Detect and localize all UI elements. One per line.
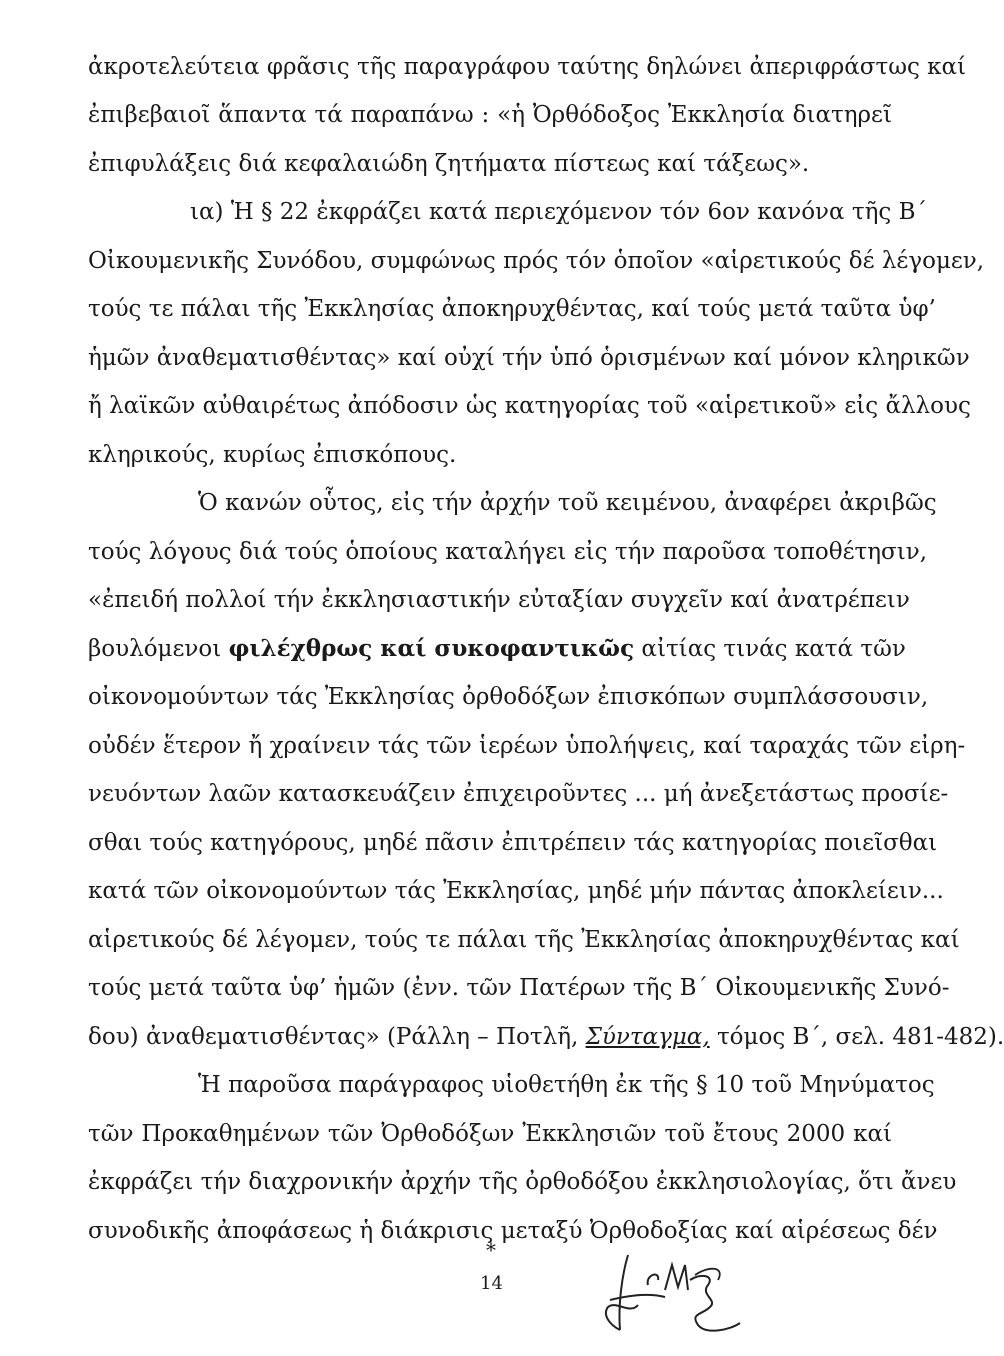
text-line: τούς τε πάλαι τῆς Ἐκκλησίας ἀποκηρυχθέντας, καί τούς μετά ταῦτα ὑφ’ — [88, 296, 936, 322]
text-line: οἰκονομούντων τάς Ἐκκλησίας ὀρθοδόξων ἐπισκόπων συμπλάσσουσιν, — [88, 684, 929, 710]
asterisk-mark: * — [486, 1238, 496, 1262]
text-line: σθαι τούς κατηγόρους, μηδέ πᾶσιν ἐπιτρέπειν τάς κατηγορίας ποιεῖσθαι — [88, 830, 938, 856]
text-span: δου) ἀναθεματισθέντας» (Ράλλη – Ποτλῆ, — [88, 1024, 579, 1050]
text-span: βουλόμενοι — [88, 636, 222, 662]
text-line: Ὁ κανών οὗτος, εἰς τήν ἀρχήν τοῦ κειμένου, ἀναφέρει ἀκριβῶς — [198, 490, 937, 516]
text-line: ἐκφράζει τήν διαχρονικήν ἀρχήν τῆς ὀρθοδόξου ἐκκλησιολογίας, ὅτι ἄνευ — [88, 1169, 957, 1195]
signature-icon — [590, 1245, 790, 1345]
page-number: 14 — [480, 1273, 503, 1294]
text-line: ἐπιφυλάξεις διά κεφαλαιώδη ζητήματα πίστεως καί τάξεως». — [88, 151, 810, 177]
text-span: τόμος Β΄, σελ. 481-482). — [716, 1024, 1004, 1050]
text-line: τούς μετά ταῦτα ὑφ’ ἡμῶν (ἐνν. τῶν Πατέρων τῆς Β΄ Οἰκουμενικῆς Συνό- — [88, 975, 950, 1001]
text-line: τῶν Προκαθημένων τῶν Ὀρθοδόξων Ἐκκλησιῶν τοῦ ἔτους 2000 καί — [88, 1121, 892, 1147]
text-line-mixed — [88, 634, 906, 664]
text-line: τούς λόγους διά τούς ὁποίους καταλήγει εἰς τήν παροῦσα τοποθέτησιν, — [88, 539, 928, 565]
text-line: ἐπιβεβαιοῖ ἅπαντα τά παραπάνω : «ἡ Ὀρθόδοξος Ἐκκλησία διατηρεῖ — [88, 102, 892, 128]
emphasized-text: φιλέχθρως καί συκοφαντικῶς — [228, 635, 635, 662]
text-line: οὐδέν ἕτερον ἤ χραίνειν τάς τῶν ἱερέων ὑπολήψεις, καί ταραχάς τῶν εἰρη- — [88, 733, 966, 759]
book-title: Σύνταγμα, — [585, 1024, 710, 1050]
text-span: αἰτίας τινάς κατά τῶν — [641, 636, 906, 662]
text-line: κατά τῶν οἰκονομούντων τάς Ἐκκλησίας, μηδέ μήν πάντας ἀποκλείειν... — [88, 878, 944, 904]
text-line: ἡμῶν ἀναθεματισθέντας» καί οὐχί τήν ὑπό ὁρισμένων καί μόνον κληρικῶν — [88, 345, 970, 371]
text-line: Οἰκουμενικῆς Συνόδου, συμφώνως πρός τόν ὁποῖον «αἱρετικούς δέ λέγομεν, — [88, 248, 985, 274]
text-line-mixed — [88, 1022, 1004, 1052]
text-line: συνοδικῆς ἀποφάσεως ἡ διάκρισις μεταξύ Ὀρθοδοξίας καί αἱρέσεως δέν — [88, 1218, 938, 1244]
text-line: νευόντων λαῶν κατασκευάζειν ἐπιχειροῦντες ... μή ἀνεξετάστως προσίε- — [88, 781, 949, 807]
text-line: ἀκροτελεύτεια φρᾶσις τῆς παραγράφου ταύτης δηλώνει ἀπεριφράστως καί — [88, 54, 967, 80]
text-line: ἤ λαϊκῶν αὐθαιρέτως ἀπόδοσιν ὡς κατηγορίας τοῦ «αἱρετικοῦ» εἰς ἄλλους — [88, 393, 971, 419]
text-line: Ἡ παροῦσα παράγραφος υἱοθετήθη ἐκ τῆς § 10 τοῦ Μηνύματος — [198, 1072, 935, 1098]
text-line: ια) Ἡ § 22 ἐκφράζει κατά περιεχόμενον τόν 6ον κανόνα τῆς Β΄ — [190, 199, 927, 225]
text-line: «ἐπειδή πολλοί τήν ἐκκλησιαστικήν εὐταξίαν συγχεῖν καί ἀνατρέπειν — [88, 587, 910, 613]
text-line: κληρικούς, κυρίως ἐπισκόπους. — [88, 442, 457, 468]
text-line: αἱρετικούς δέ λέγομεν, τούς τε πάλαι τῆς Ἐκκλησίας ἀποκηρυχθέντας καί — [88, 927, 960, 953]
